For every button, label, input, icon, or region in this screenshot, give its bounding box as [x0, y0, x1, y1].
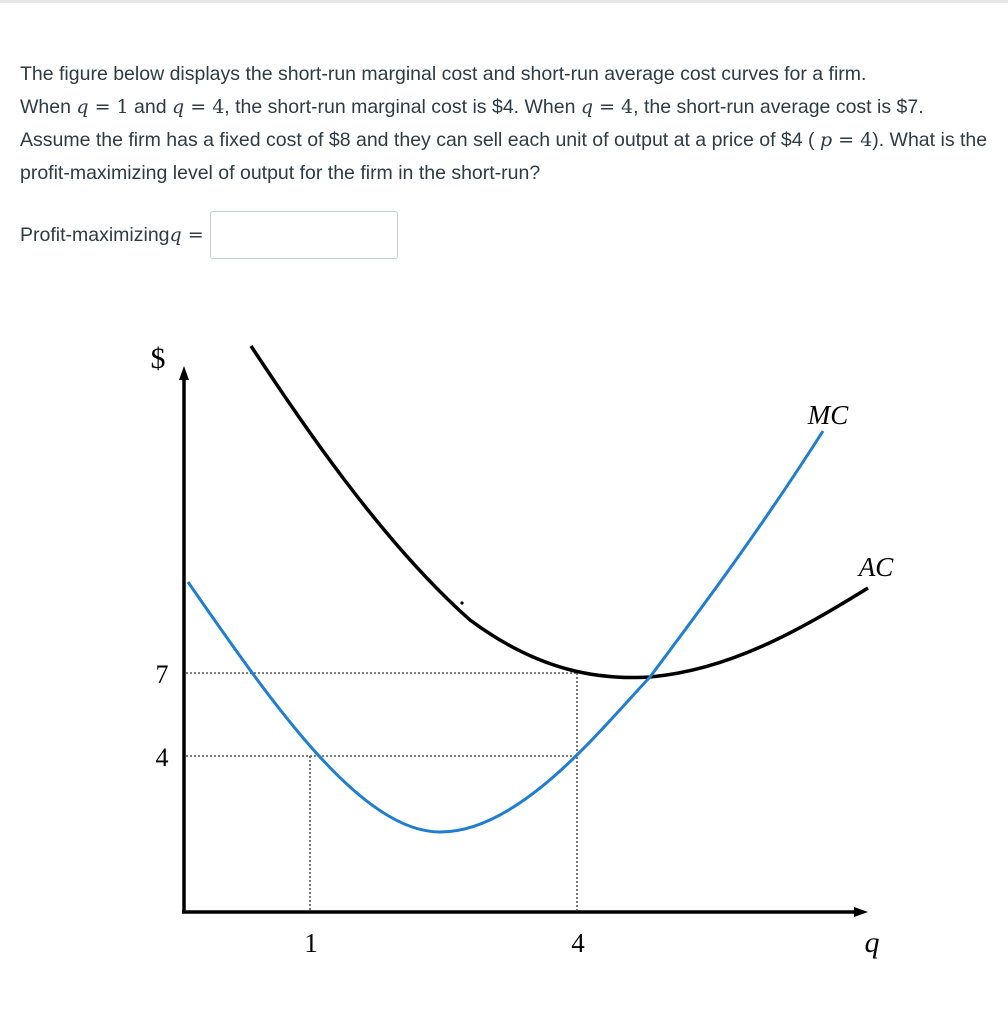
math-q-eq-4-second: q = 4	[580, 96, 634, 118]
mc-curve	[188, 431, 823, 832]
answer-math-label: q =	[169, 224, 204, 246]
x-tick-4: 4	[571, 928, 585, 958]
math-q-eq-1: q = 1	[76, 96, 129, 118]
answer-label: Profit-maximizing	[20, 223, 170, 246]
ac-label: AC	[858, 552, 894, 582]
question-when-prefix: When	[20, 96, 71, 118]
question-mc-clause: , the short-run marginal cost is $4. When	[224, 96, 581, 118]
x-tick-1: 1	[304, 928, 318, 958]
y-axis-label: $	[150, 342, 166, 375]
y-tick-4: 4	[155, 743, 169, 772]
math-q-eq-4: q = 4	[172, 96, 225, 118]
x-axis-arrow-icon	[854, 907, 868, 917]
stray-dot	[460, 601, 463, 604]
question-ac-clause: , the short-run average cost is $7. Assume the firm has a fixed cost of $8 and they can sell each unit of output at a price of $4 (	[20, 96, 924, 151]
ac-curve	[251, 346, 868, 678]
question-final: What is the profit-maximizing level of output for the firm in the short-run?	[20, 129, 988, 184]
question-and: and	[128, 96, 173, 118]
question-sentence-1: The figure below displays the short-run marginal cost and short-run average cost curves for a firm.	[20, 63, 867, 85]
math-p-eq-4: p = 4	[819, 129, 873, 151]
question-p-close: ).	[872, 129, 885, 151]
mc-label: MC	[807, 400, 849, 430]
y-tick-7: 7	[155, 660, 169, 689]
y-axis-arrow-icon	[179, 366, 189, 380]
x-axis-label: q	[864, 926, 880, 959]
